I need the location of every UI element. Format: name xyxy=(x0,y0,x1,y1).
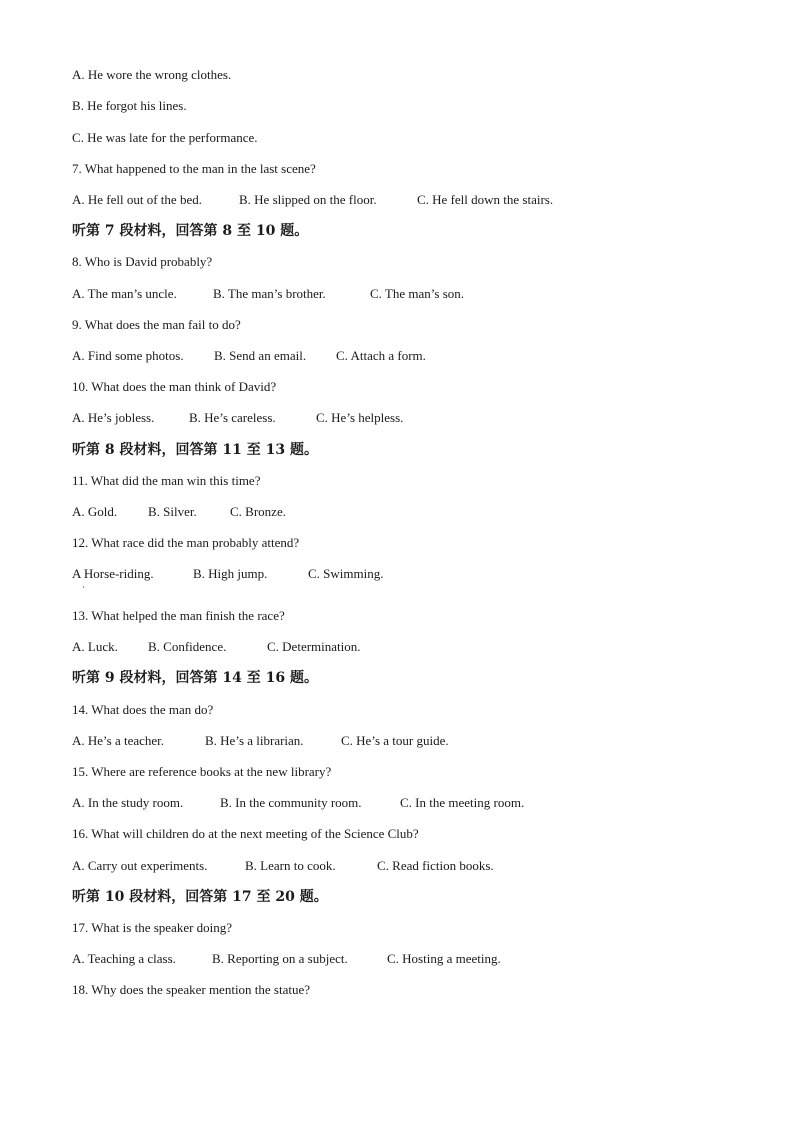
question-text: 10. What does the man think of David? xyxy=(72,379,277,394)
answer-option: A. Luck. xyxy=(72,639,118,654)
answer-option: B. Confidence. xyxy=(148,639,227,654)
question-text: 17. What is the speaker doing? xyxy=(72,920,233,935)
answer-option: C. Read fiction books. xyxy=(377,858,494,873)
answer-option: B. High jump. xyxy=(193,566,268,581)
answer-option: B. Send an email. xyxy=(214,348,307,363)
answer-option: C. He was late for the performance. xyxy=(72,130,258,145)
answer-option: A. He fell out of the bed. xyxy=(72,192,202,207)
answer-option: A. Gold. xyxy=(72,504,118,519)
answer-options-row xyxy=(72,191,732,209)
section-heading: 听第 8 段材料，回答第 11 至 13 题。 xyxy=(72,442,318,458)
answer-options-row xyxy=(72,347,732,365)
answer-option: C. Attach a form. xyxy=(336,348,426,363)
question-text: 14. What does the man do? xyxy=(72,702,214,717)
answer-option: A Horse-riding. xyxy=(72,566,154,581)
answer-option: C. Determination. xyxy=(267,639,361,654)
answer-option: B. Silver. xyxy=(148,504,197,519)
stray-dot-mark: · xyxy=(82,582,85,592)
question-text: 8. Who is David probably? xyxy=(72,254,213,269)
answer-option: C. Bronze. xyxy=(230,504,286,519)
question-text: 18. Why does the speaker mention the statue? xyxy=(72,982,311,997)
answer-option: B. He’s careless. xyxy=(189,410,276,425)
answer-option: A. The man’s uncle. xyxy=(72,286,177,301)
question-text: 16. What will children do at the next meeting of the Science Club? xyxy=(72,826,419,841)
answer-option: C. Swimming. xyxy=(308,566,384,581)
answer-option: A. He’s a teacher. xyxy=(72,733,165,748)
answer-option: C. He fell down the stairs. xyxy=(417,192,554,207)
answer-option: A. Teaching a class. xyxy=(72,951,176,966)
answer-option: B. He’s a librarian. xyxy=(205,733,304,748)
answer-option: A. Find some photos. xyxy=(72,348,184,363)
question-text: 7. What happened to the man in the last scene? xyxy=(72,161,316,176)
answer-option: A. Carry out experiments. xyxy=(72,858,208,873)
answer-options-row xyxy=(72,565,732,583)
question-text: 12. What race did the man probably attend? xyxy=(72,535,300,550)
answer-option: B. In the community room. xyxy=(220,795,362,810)
answer-options-row xyxy=(72,950,732,968)
answer-option: A. He wore the wrong clothes. xyxy=(72,67,232,82)
answer-option: C. In the meeting room. xyxy=(400,795,525,810)
answer-option: C. Hosting a meeting. xyxy=(387,951,501,966)
answer-options-row xyxy=(72,732,732,750)
answer-option: B. He forgot his lines. xyxy=(72,98,187,113)
answer-option: B. Reporting on a subject. xyxy=(212,951,348,966)
answer-options-row xyxy=(72,857,732,875)
answer-option: B. The man’s brother. xyxy=(213,286,326,301)
answer-option: A. In the study room. xyxy=(72,795,184,810)
section-heading: 听第 9 段材料，回答第 14 至 16 题。 xyxy=(72,670,318,686)
question-text: 9. What does the man fail to do? xyxy=(72,317,241,332)
answer-option: C. The man’s son. xyxy=(370,286,465,301)
question-text: 15. Where are reference books at the new library? xyxy=(72,764,332,779)
section-heading: 听第 10 段材料，回答第 17 至 20 题。 xyxy=(72,889,328,905)
answer-options-row xyxy=(72,285,732,303)
answer-option: C. He’s helpless. xyxy=(316,410,404,425)
answer-option: B. Learn to cook. xyxy=(245,858,336,873)
answer-options-row xyxy=(72,794,732,812)
answer-option: B. He slipped on the floor. xyxy=(239,192,377,207)
answer-option: A. He’s jobless. xyxy=(72,410,155,425)
question-text: 11. What did the man win this time? xyxy=(72,473,261,488)
answer-option: C. He’s a tour guide. xyxy=(341,733,449,748)
question-text: 13. What helped the man finish the race? xyxy=(72,608,285,623)
answer-options-row xyxy=(72,638,732,656)
section-heading: 听第 7 段材料，回答第 8 至 10 题。 xyxy=(72,223,309,239)
answer-options-row xyxy=(72,409,732,427)
answer-options-row xyxy=(72,503,732,521)
